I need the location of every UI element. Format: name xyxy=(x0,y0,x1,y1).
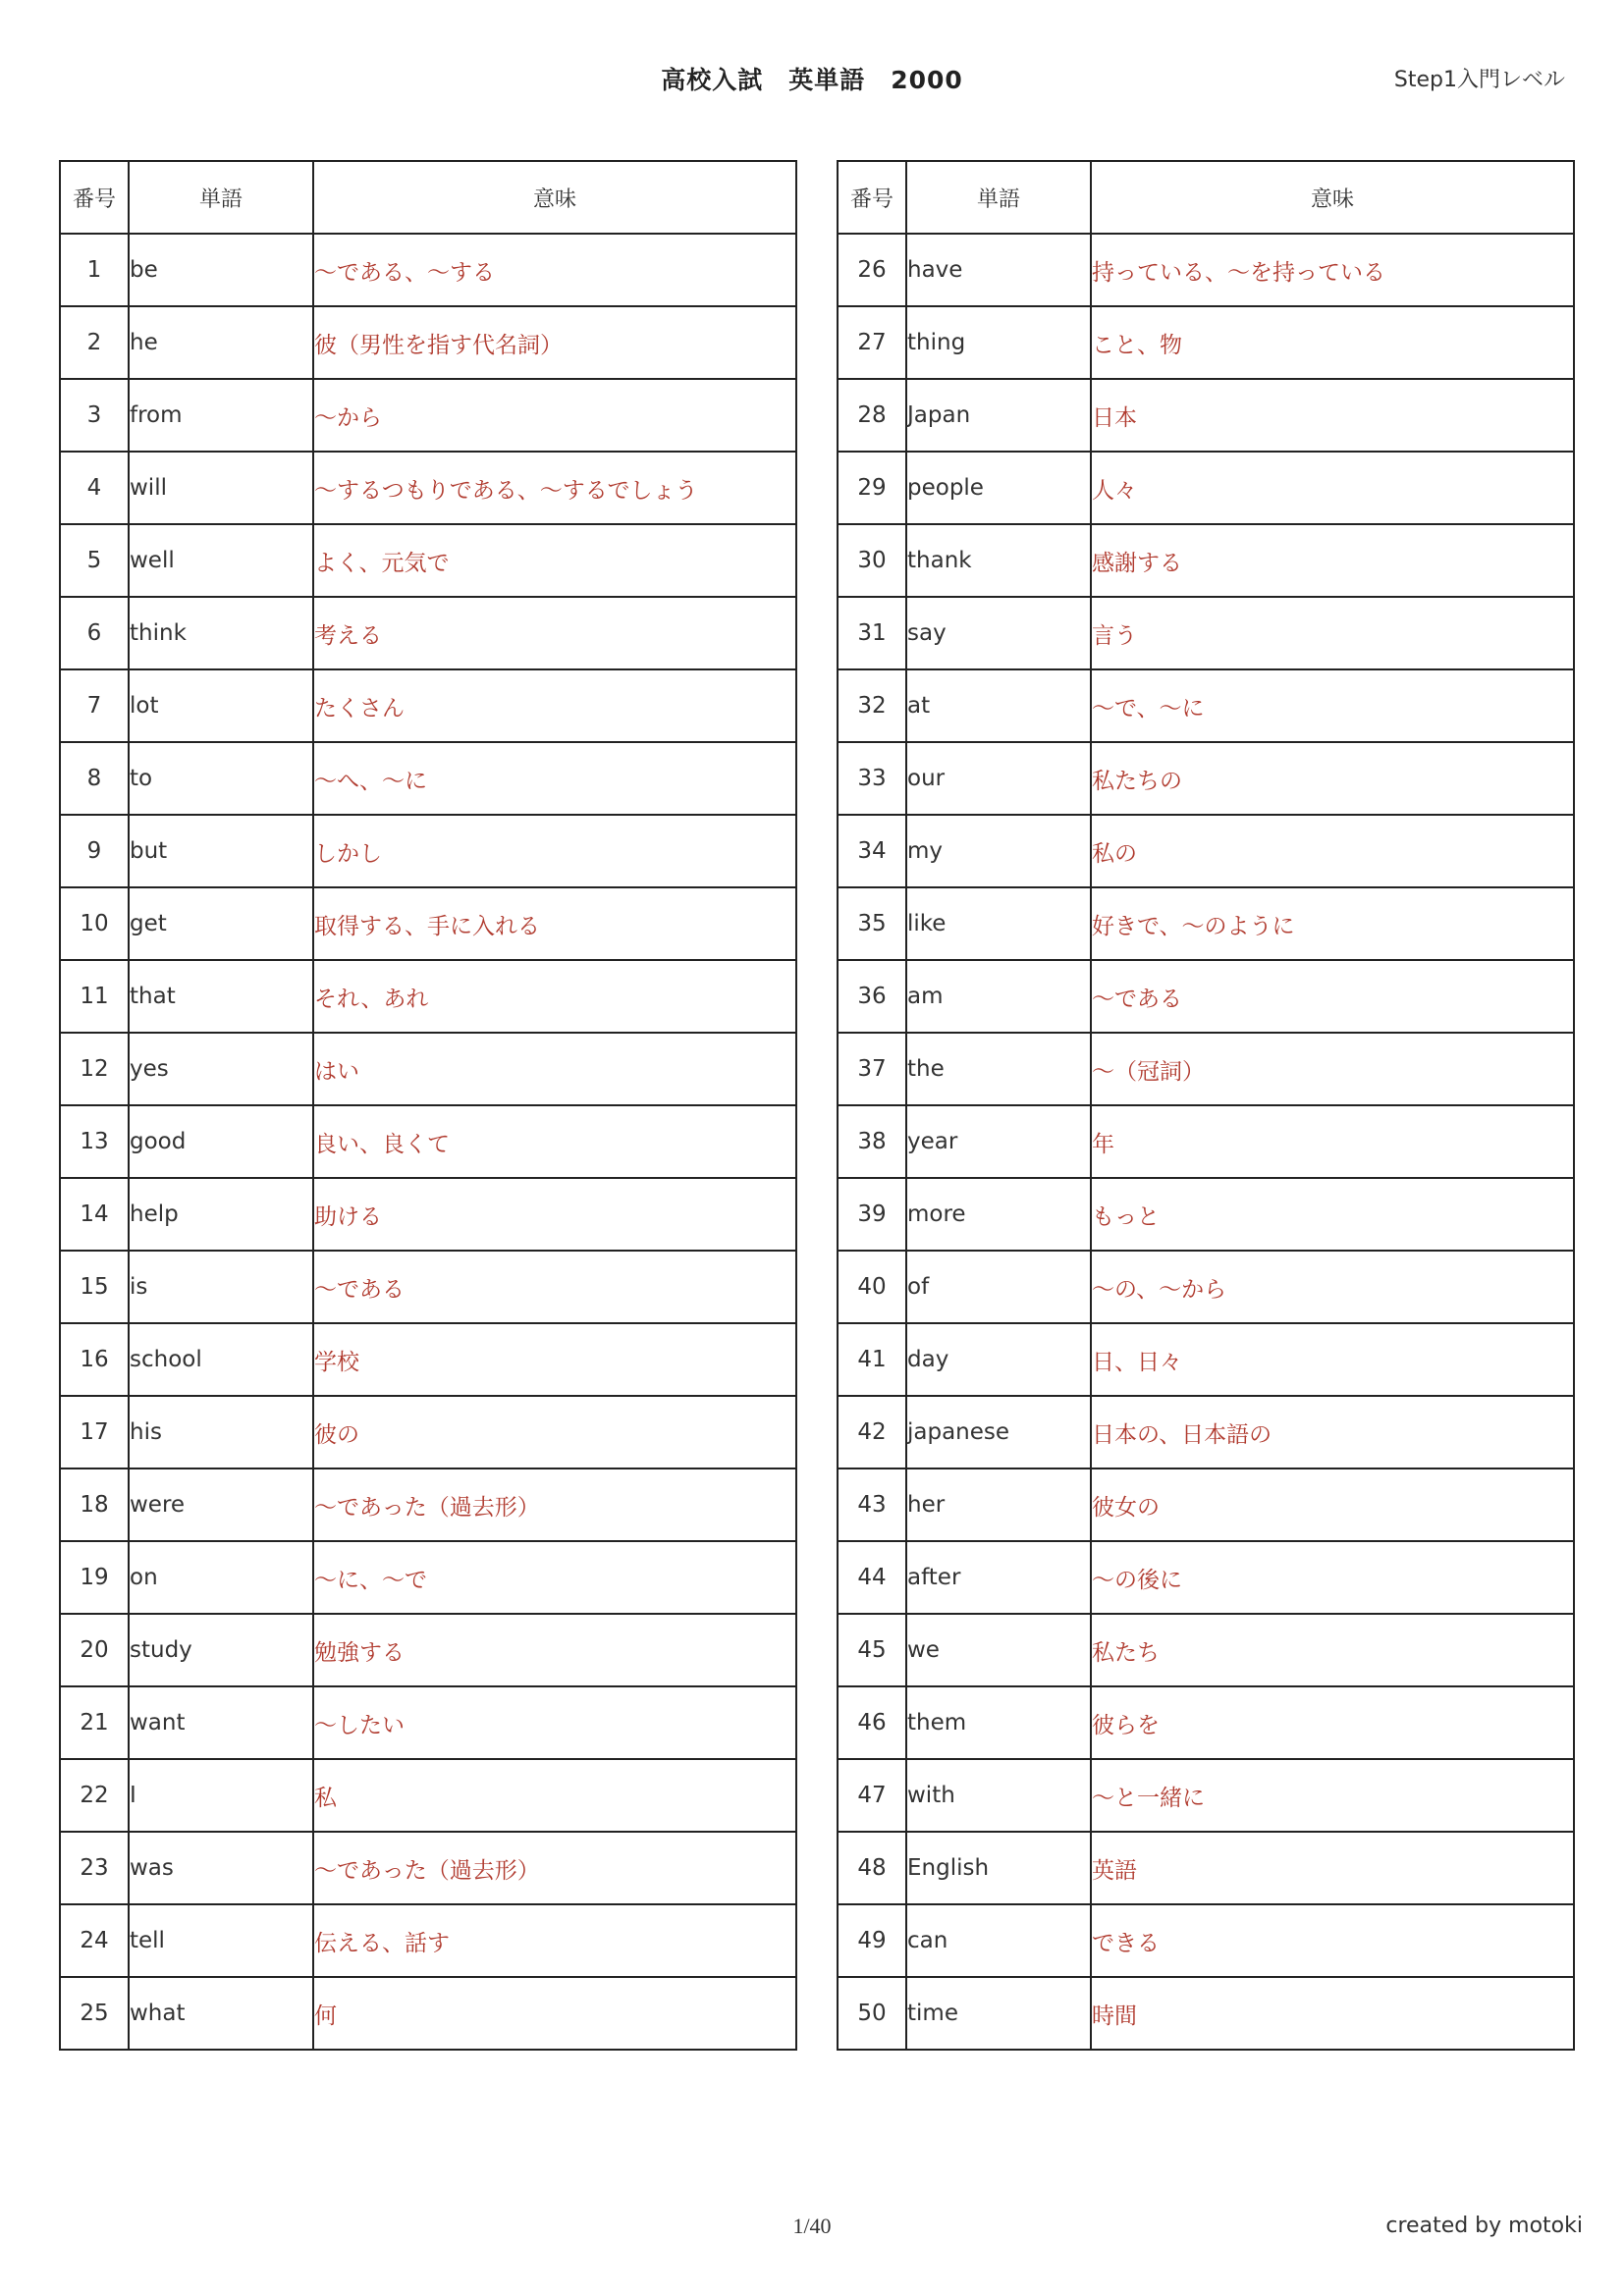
row-meaning: 日、日々 xyxy=(1091,1323,1574,1396)
table-row xyxy=(838,1686,1574,1759)
table-header-row xyxy=(838,161,1574,234)
row-number: 42 xyxy=(838,1396,906,1468)
row-word: we xyxy=(906,1614,1091,1686)
row-word: japanese xyxy=(906,1396,1091,1468)
row-number: 35 xyxy=(838,887,906,960)
row-meaning: 助ける xyxy=(313,1178,796,1251)
row-word: on xyxy=(129,1541,313,1614)
table-row xyxy=(60,1251,796,1323)
table-row xyxy=(838,1468,1574,1541)
row-word: from xyxy=(129,379,313,452)
row-number: 5 xyxy=(60,524,129,597)
table-row xyxy=(60,1541,796,1614)
table-row xyxy=(838,1541,1574,1614)
row-word: with xyxy=(906,1759,1091,1832)
row-word: of xyxy=(906,1251,1091,1323)
row-meaning: 英語 xyxy=(1091,1832,1574,1904)
level-label: Step1入門レベル xyxy=(1393,68,1565,92)
row-meaning: 考える xyxy=(313,597,796,669)
table-row xyxy=(838,960,1574,1033)
row-word: more xyxy=(906,1178,1091,1251)
row-number: 30 xyxy=(838,524,906,597)
row-meaning: 人々 xyxy=(1091,452,1574,524)
row-number: 50 xyxy=(838,1977,906,2050)
row-number: 2 xyxy=(60,306,129,379)
row-number: 6 xyxy=(60,597,129,669)
row-number: 26 xyxy=(838,234,906,306)
row-number: 44 xyxy=(838,1541,906,1614)
row-word: say xyxy=(906,597,1091,669)
credit-text: created by motoki xyxy=(1385,2214,1583,2238)
row-number: 18 xyxy=(60,1468,129,1541)
row-meaning: ～で、～に xyxy=(1091,669,1574,742)
row-word: be xyxy=(129,234,313,306)
table-header-row xyxy=(60,161,796,234)
table-row xyxy=(838,742,1574,815)
column-header-meaning: 意味 xyxy=(1091,161,1574,234)
row-word: the xyxy=(906,1033,1091,1105)
row-word: school xyxy=(129,1323,313,1396)
row-meaning: 私たちの xyxy=(1091,742,1574,815)
row-meaning: 学校 xyxy=(313,1323,796,1396)
table-row xyxy=(838,524,1574,597)
table-row xyxy=(60,815,796,887)
row-number: 32 xyxy=(838,669,906,742)
row-number: 17 xyxy=(60,1396,129,1468)
column-header-word: 単語 xyxy=(906,161,1091,234)
row-meaning: ～である、～する xyxy=(313,234,796,306)
row-meaning: 好きで、～のように xyxy=(1091,887,1574,960)
row-word: at xyxy=(906,669,1091,742)
row-word: Japan xyxy=(906,379,1091,452)
row-word: what xyxy=(129,1977,313,2050)
table-row xyxy=(60,1904,796,1977)
table-row xyxy=(60,597,796,669)
row-word: day xyxy=(906,1323,1091,1396)
row-word: people xyxy=(906,452,1091,524)
row-word: I xyxy=(129,1759,313,1832)
row-word: study xyxy=(129,1614,313,1686)
row-number: 28 xyxy=(838,379,906,452)
row-word: time xyxy=(906,1977,1091,2050)
row-meaning: できる xyxy=(1091,1904,1574,1977)
row-word: thing xyxy=(906,306,1091,379)
row-number: 23 xyxy=(60,1832,129,1904)
row-meaning: 日本 xyxy=(1091,379,1574,452)
table-row xyxy=(60,1323,796,1396)
vocab-table-left-body xyxy=(60,234,796,2050)
table-row xyxy=(60,1759,796,1832)
table-row xyxy=(60,1178,796,1251)
row-meaning: はい xyxy=(313,1033,796,1105)
row-meaning: 彼らを xyxy=(1091,1686,1574,1759)
page-number: 1/40 xyxy=(792,2214,832,2238)
column-header-meaning: 意味 xyxy=(313,161,796,234)
row-number: 11 xyxy=(60,960,129,1033)
table-row xyxy=(60,1105,796,1178)
row-word: lot xyxy=(129,669,313,742)
row-word: help xyxy=(129,1178,313,1251)
row-meaning: 良い、良くて xyxy=(313,1105,796,1178)
row-number: 40 xyxy=(838,1251,906,1323)
row-meaning: 何 xyxy=(313,1977,796,2050)
row-word: were xyxy=(129,1468,313,1541)
table-row xyxy=(838,1832,1574,1904)
table-row xyxy=(838,1614,1574,1686)
row-meaning: 彼女の xyxy=(1091,1468,1574,1541)
table-row xyxy=(60,1396,796,1468)
row-number: 33 xyxy=(838,742,906,815)
row-meaning: ～である xyxy=(1091,960,1574,1033)
table-row xyxy=(60,1614,796,1686)
row-number: 1 xyxy=(60,234,129,306)
row-word: but xyxy=(129,815,313,887)
row-meaning: 取得する、手に入れる xyxy=(313,887,796,960)
table-row xyxy=(838,1977,1574,2050)
row-word: his xyxy=(129,1396,313,1468)
row-meaning: ～したい xyxy=(313,1686,796,1759)
table-row xyxy=(838,1323,1574,1396)
row-number: 41 xyxy=(838,1323,906,1396)
row-meaning: ～の後に xyxy=(1091,1541,1574,1614)
row-meaning: ～であった（過去形） xyxy=(313,1468,796,1541)
row-number: 47 xyxy=(838,1759,906,1832)
row-number: 13 xyxy=(60,1105,129,1178)
row-word: can xyxy=(906,1904,1091,1977)
row-number: 37 xyxy=(838,1033,906,1105)
row-number: 31 xyxy=(838,597,906,669)
row-word: them xyxy=(906,1686,1091,1759)
table-row xyxy=(838,234,1574,306)
table-row xyxy=(60,887,796,960)
row-meaning: 私たち xyxy=(1091,1614,1574,1686)
row-number: 16 xyxy=(60,1323,129,1396)
row-number: 38 xyxy=(838,1105,906,1178)
row-meaning: ～の、～から xyxy=(1091,1251,1574,1323)
row-word: after xyxy=(906,1541,1091,1614)
table-row xyxy=(838,1759,1574,1832)
row-word: is xyxy=(129,1251,313,1323)
row-word: year xyxy=(906,1105,1091,1178)
row-word: good xyxy=(129,1105,313,1178)
row-word: like xyxy=(906,887,1091,960)
row-number: 14 xyxy=(60,1178,129,1251)
row-meaning: 日本の、日本語の xyxy=(1091,1396,1574,1468)
row-number: 45 xyxy=(838,1614,906,1686)
row-word: he xyxy=(129,306,313,379)
table-row xyxy=(60,452,796,524)
row-number: 12 xyxy=(60,1033,129,1105)
row-word: her xyxy=(906,1468,1091,1541)
row-meaning: ～するつもりである、～するでしょう xyxy=(313,452,796,524)
row-meaning: ～（冠詞） xyxy=(1091,1033,1574,1105)
table-row xyxy=(838,1904,1574,1977)
page-title: 高校入試 英単語 2000 xyxy=(661,66,963,94)
row-number: 7 xyxy=(60,669,129,742)
row-meaning: ～と一緒に xyxy=(1091,1759,1574,1832)
row-meaning: もっと xyxy=(1091,1178,1574,1251)
row-number: 20 xyxy=(60,1614,129,1686)
row-number: 8 xyxy=(60,742,129,815)
table-row xyxy=(60,669,796,742)
row-word: get xyxy=(129,887,313,960)
row-meaning: ～に、～で xyxy=(313,1541,796,1614)
row-meaning: ～である xyxy=(313,1251,796,1323)
row-word: yes xyxy=(129,1033,313,1105)
row-meaning: こと、物 xyxy=(1091,306,1574,379)
table-row xyxy=(60,306,796,379)
column-header-number: 番号 xyxy=(60,161,129,234)
row-number: 10 xyxy=(60,887,129,960)
row-number: 3 xyxy=(60,379,129,452)
row-word: am xyxy=(906,960,1091,1033)
table-row xyxy=(838,815,1574,887)
row-word: have xyxy=(906,234,1091,306)
table-row xyxy=(60,742,796,815)
table-row xyxy=(60,1832,796,1904)
row-number: 48 xyxy=(838,1832,906,1904)
row-word: well xyxy=(129,524,313,597)
row-meaning: 私の xyxy=(1091,815,1574,887)
row-number: 22 xyxy=(60,1759,129,1832)
row-number: 34 xyxy=(838,815,906,887)
row-meaning: 彼の xyxy=(313,1396,796,1468)
row-word: that xyxy=(129,960,313,1033)
row-meaning: たくさん xyxy=(313,669,796,742)
table-row xyxy=(838,887,1574,960)
row-meaning: 感謝する xyxy=(1091,524,1574,597)
row-meaning: 伝える、話す xyxy=(313,1904,796,1977)
table-row xyxy=(60,1468,796,1541)
row-meaning: ～から xyxy=(313,379,796,452)
table-row xyxy=(60,1686,796,1759)
table-row xyxy=(60,960,796,1033)
row-number: 25 xyxy=(60,1977,129,2050)
vocab-table-right-body xyxy=(838,234,1574,2050)
row-meaning: よく、元気で xyxy=(313,524,796,597)
table-row xyxy=(838,452,1574,524)
table-row xyxy=(838,1251,1574,1323)
row-meaning: ～へ、～に xyxy=(313,742,796,815)
row-number: 29 xyxy=(838,452,906,524)
row-number: 39 xyxy=(838,1178,906,1251)
row-meaning: 言う xyxy=(1091,597,1574,669)
row-word: my xyxy=(906,815,1091,887)
row-word: think xyxy=(129,597,313,669)
table-row xyxy=(60,524,796,597)
row-meaning: 持っている、～を持っている xyxy=(1091,234,1574,306)
table-row xyxy=(838,1396,1574,1468)
column-header-word: 単語 xyxy=(129,161,313,234)
row-meaning: 彼（男性を指す代名詞） xyxy=(313,306,796,379)
table-row xyxy=(838,379,1574,452)
table-row xyxy=(838,669,1574,742)
column-header-number: 番号 xyxy=(838,161,906,234)
row-number: 49 xyxy=(838,1904,906,1977)
row-meaning: 年 xyxy=(1091,1105,1574,1178)
table-row xyxy=(60,234,796,306)
table-row xyxy=(60,1977,796,2050)
table-row xyxy=(838,1033,1574,1105)
table-row xyxy=(838,306,1574,379)
row-word: will xyxy=(129,452,313,524)
row-number: 46 xyxy=(838,1686,906,1759)
row-meaning: 時間 xyxy=(1091,1977,1574,2050)
table-row xyxy=(60,379,796,452)
row-word: English xyxy=(906,1832,1091,1904)
row-number: 15 xyxy=(60,1251,129,1323)
row-meaning: それ、あれ xyxy=(313,960,796,1033)
vocab-table-left xyxy=(59,160,797,2051)
row-number: 24 xyxy=(60,1904,129,1977)
row-word: to xyxy=(129,742,313,815)
row-meaning: ～であった（過去形） xyxy=(313,1832,796,1904)
row-meaning: 勉強する xyxy=(313,1614,796,1686)
row-number: 21 xyxy=(60,1686,129,1759)
row-word: want xyxy=(129,1686,313,1759)
row-number: 27 xyxy=(838,306,906,379)
table-row xyxy=(60,1033,796,1105)
row-word: our xyxy=(906,742,1091,815)
row-number: 9 xyxy=(60,815,129,887)
row-word: was xyxy=(129,1832,313,1904)
row-meaning: しかし xyxy=(313,815,796,887)
table-row xyxy=(838,1178,1574,1251)
table-row xyxy=(838,597,1574,669)
row-number: 19 xyxy=(60,1541,129,1614)
row-number: 4 xyxy=(60,452,129,524)
row-word: tell xyxy=(129,1904,313,1977)
row-word: thank xyxy=(906,524,1091,597)
vocab-table-right xyxy=(837,160,1575,2051)
row-number: 43 xyxy=(838,1468,906,1541)
table-row xyxy=(838,1105,1574,1178)
row-meaning: 私 xyxy=(313,1759,796,1832)
row-number: 36 xyxy=(838,960,906,1033)
